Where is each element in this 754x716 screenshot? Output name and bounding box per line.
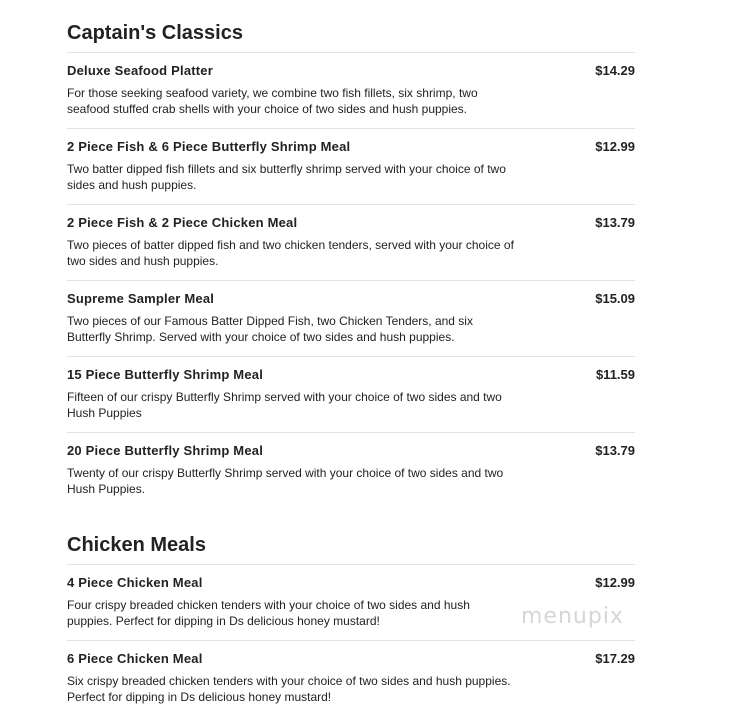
menu-item bbox=[67, 53, 635, 129]
menu-item bbox=[67, 357, 635, 433]
item-description: Fifteen of our crispy Butterfly Shrimp served with your choice of two sides and two Hush Puppies bbox=[67, 390, 502, 420]
item-price: $12.99 bbox=[595, 575, 635, 590]
menu-item bbox=[67, 129, 635, 205]
menu-item bbox=[67, 281, 635, 357]
item-name: 2 Piece Fish & 6 Piece Butterfly Shrimp Meal bbox=[67, 139, 351, 154]
section-captains-classics bbox=[67, 18, 635, 508]
item-price: $13.79 bbox=[595, 443, 635, 458]
item-price: $13.79 bbox=[595, 215, 635, 230]
item-name: 6 Piece Chicken Meal bbox=[67, 651, 203, 666]
item-price: $12.99 bbox=[595, 139, 635, 154]
menu-item bbox=[67, 565, 635, 641]
item-name: Deluxe Seafood Platter bbox=[67, 63, 213, 78]
item-price: $15.09 bbox=[595, 291, 635, 306]
item-description: For those seeking seafood variety, we combine two fish fillets, six shrimp, two seafood stuffed crab shells with your choice of two sides and hush puppies. bbox=[67, 86, 478, 116]
item-description: Twenty of our crispy Butterfly Shrimp served with your choice of two sides and two Hush Puppies. bbox=[67, 466, 504, 496]
item-name: 2 Piece Fish & 2 Piece Chicken Meal bbox=[67, 215, 298, 230]
item-price: $17.29 bbox=[595, 651, 635, 666]
item-description: Six crispy breaded chicken tenders with your choice of two sides and hush puppies. Perfect for dipping in Ds delicious honey mustard! bbox=[67, 674, 511, 704]
menu-item bbox=[67, 433, 635, 508]
item-description: Two batter dipped fish fillets and six butterfly shrimp served with your choice of two sides and hush puppies. bbox=[67, 162, 506, 192]
item-name: 20 Piece Butterfly Shrimp Meal bbox=[67, 443, 264, 458]
menu-item bbox=[67, 205, 635, 281]
item-description: Four crispy breaded chicken tenders with your choice of two sides and hush puppies. Perfect for dipping in Ds delicious honey mustard! bbox=[67, 598, 470, 628]
item-price: $11.59 bbox=[595, 367, 635, 382]
section-title: Captain's Classics bbox=[67, 22, 243, 44]
item-name: 4 Piece Chicken Meal bbox=[67, 575, 203, 590]
menu-item bbox=[67, 641, 635, 716]
item-description: Two pieces of our Famous Batter Dipped Fish, two Chicken Tenders, and six Butterfly Shrimp. Served with your choice of two sides and hush puppies. bbox=[67, 314, 473, 344]
item-name: 15 Piece Butterfly Shrimp Meal bbox=[67, 367, 264, 382]
section-title: Chicken Meals bbox=[67, 534, 206, 556]
item-price: $14.29 bbox=[595, 63, 635, 78]
item-name: Supreme Sampler Meal bbox=[67, 291, 215, 306]
watermark-logo: menupix bbox=[521, 604, 624, 629]
item-description: Two pieces of batter dipped fish and two chicken tenders, served with your choice of two sides and hush puppies. bbox=[67, 238, 514, 268]
